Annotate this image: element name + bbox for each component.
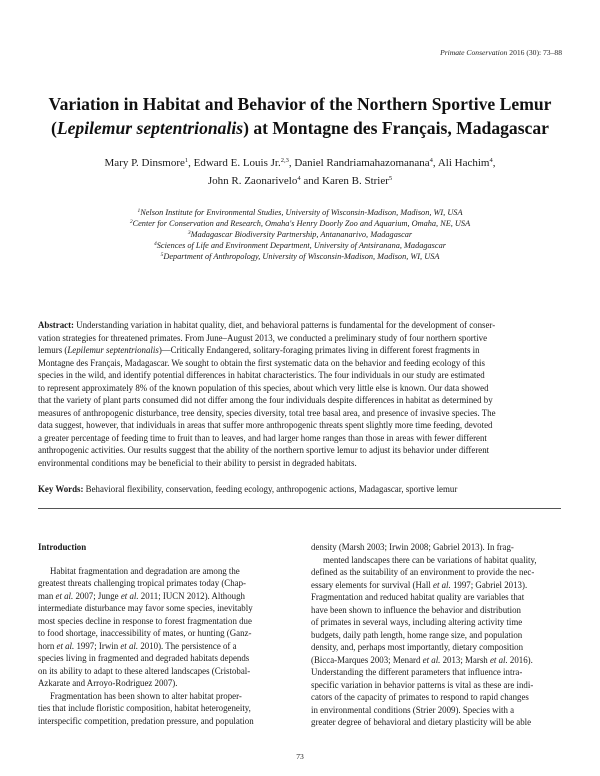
- journal-name: Primate Conservation: [440, 48, 508, 57]
- keywords-text: Behavioral flexibility, conservation, feeding ecology, anthropogenic actions, Madagascar, sportive lemur: [85, 484, 458, 494]
- affiliation: $^4$Sciences of Life and Environment Department, University of Antsiranana, Madagascar: [154, 241, 446, 250]
- affiliation: $^5$Department of Anthropology, University of Wisconsin-Madison, Madison, WI, USA: [160, 252, 440, 261]
- running-head: [440, 48, 562, 57]
- author-name: Mary P. Dinsmore: [104, 157, 185, 169]
- author-affil-sup: 4: [489, 157, 493, 164]
- author-name: John R. Zaonarivelo: [207, 175, 298, 187]
- author-line-1: Mary P. Dinsmore$^1$, Edward E. Louis Jr.$^{2,3}$, Daniel Randriamahazomanana$^4$, Ali Hachim$^4$,: [104, 157, 496, 169]
- section-divider: [38, 508, 561, 509]
- title-line-2: [30, 116, 570, 140]
- author-affil-sup: 2,3: [280, 157, 289, 164]
- body-column-right: density (Marsh 2003; Irwin 2008; Gabriel 2013). In frag- mented landscapes there can be variations of habitat quality, defined as the suitability of an environment to provide the nec- essary elements for survival (Hall et al. 1997; Gabriel 2013). Fragmentation and reduced habitat quality are variables that have been shown to influence the behavior and distribution of primates in several ways, including altering activity time budgets, daily path length, home range size, and population density, and, perhaps most importantly, dietary composition (Bicca-Marques 2003; Menard et al. 2013; Marsh et al. 2016). Understanding the different parameters that influence intra- specific variation in behavior patterns is vital as these are indi- cators of the capacity of primates to respond to rapid changes in environmental conditions (Strier 2009). Species with a greater degree of behavioral and dietary plasticity will be able: [311, 542, 537, 727]
- paper-title: [30, 92, 570, 140]
- author-affil-sup: 4: [429, 157, 433, 164]
- author-affil-sup: 1: [184, 157, 189, 164]
- affiliation: $^2$Center for Conservation and Research, Omaha's Henry Doorly Zoo and Aquarium, Omaha, NE, USA: [129, 219, 471, 228]
- author-line-2: John R. Zaonarivelo$^4$ and Karen B. Strier$^5$: [207, 175, 393, 187]
- author-name: Karen B. Strier: [322, 175, 389, 187]
- page-number: 73: [296, 752, 304, 761]
- affiliation: $^3$Madagascar Biodiversity Partnership, Antananarivo, Madagascar: [187, 230, 413, 239]
- body-column-left: Introduction Habitat fragmentation and degradation are among the greatest threats challenging tropical primates today (Chap- man et al. 2007; Junge et al. 2011; IUCN 2012). Although intermediate disturbance may favor some species, inevitably most species decline in response to forest fragmentation due to food shortage, inaccessibility of mates, or hunting (Ganz- horn et al. 1997; Irwin et al. 2010). The persistence of a species living in fragmented and degraded habitats depends on its ability to adapt to these altered landscapes (Cristobal- Azkarate and Arroyo-Rodriguez 2007). Fragmentation has been shown to alter habitat proper- ties that include floristic composition, habitat heterogeneity, interspecific competition, predation pressure, and population: [38, 541, 290, 727]
- author-name: Edward E. Louis Jr.: [193, 157, 281, 169]
- abstract-heading: Abstract:: [38, 320, 74, 330]
- affiliation: $^1$Nelson Institute for Environmental Studies, University of Wisconsin-Madison, Madison, WI, USA: [137, 208, 463, 217]
- section-heading-introduction: Introduction: [38, 542, 87, 552]
- abstract: Abstract: Understanding variation in habitat quality, diet, and behavioral patterns is fundamental for the development of conser- vation strategies for threatened primates. From June–August 2013, we conducted a preliminary study of four northern sportive lemurs (Lepilemur septentrionalis)—Critically Endangered, solitary-foraging primates living in different forest fragments in Montagne des Français, Madagascar. We sought to obtain the first systematic data on the behavior and feeding ecology of this species in the wild, and identify potential differences in habitat characteristics. The four individuals in our study are estimated to represent approximately 8% of the known population of this species, about which very little else is known. Our data showed that the variety of plant parts consumed did not differ among the four individuals despite differences in habitat as determined by measures of anthropogenic disturbance, tree density, species diversity, total tree basal area, and presence of invasive species. The data suggest, however, that individuals in areas that suffer more anthropogenic threats spent slightly more time feeding, devoted a greater percentage of feeding time to fruit than to leaves, and had larger home ranges than those in areas with fewer different anthropogenic activities. Our results suggest that the ability of the northern sportive lemur to adjust its behavior under different environmental conditions may be beneficial to their ability to persist in degraded habitats.: [38, 320, 496, 468]
- affiliation-list: [30, 207, 570, 262]
- journal-issue: 2016 (30): 73–88: [509, 48, 562, 57]
- keywords-heading: Key Words:: [38, 484, 84, 494]
- title-line-1: Variation in Habitat and Behavior of the Northern Sportive Lemur: [48, 94, 552, 114]
- author-name: Ali Hachim: [437, 157, 490, 169]
- author-affil-sup: 4: [297, 175, 301, 182]
- title-species: Lepilemur septentrionalis: [56, 118, 244, 138]
- title-location: ) at Montagne des Français, Madagascar: [243, 118, 549, 138]
- author-list: [30, 154, 570, 190]
- title-paren: (: [51, 118, 57, 138]
- author-name: Daniel Randriamahazomanana: [294, 157, 430, 169]
- keywords: [38, 483, 561, 495]
- author-affil-sup: 5: [388, 175, 393, 182]
